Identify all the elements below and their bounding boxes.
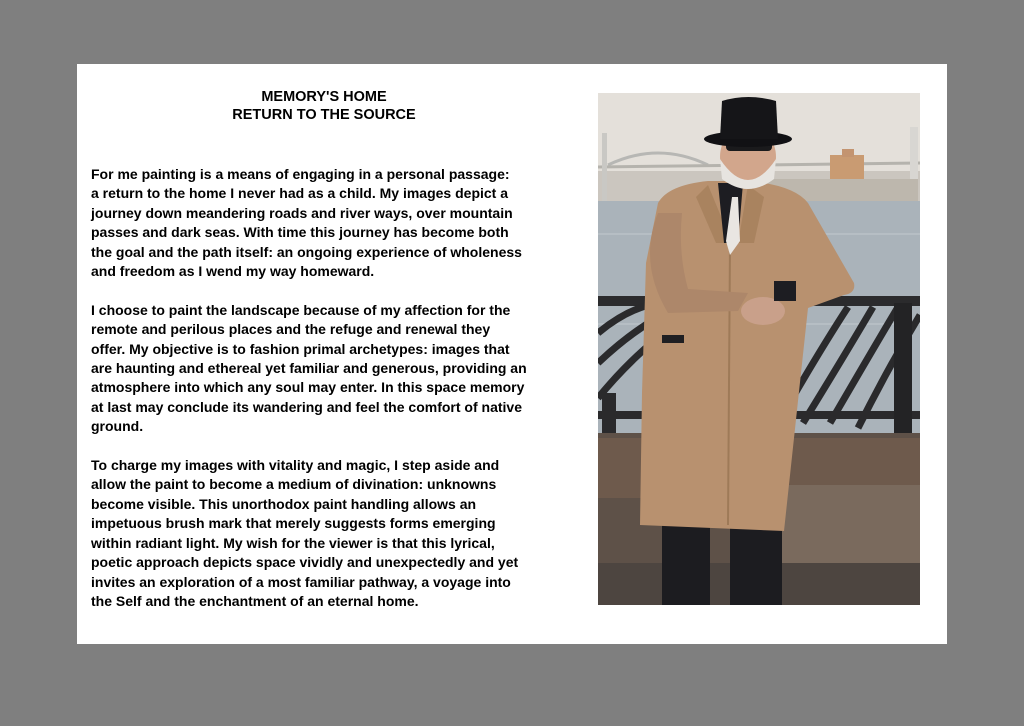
paragraph-1: For me painting is a means of engaging in a personal passage: a return to the home I never had as a child. My images depict a journey down meandering roads and river ways, over mountain passes and dark seas. With time this journey has become both the goal and the path itself: an ongoing experience of wholeness and freedom as I wend my way homeward. [91, 166, 522, 280]
portrait-illustration [598, 93, 920, 605]
paragraph-2: I choose to paint the landscape because of my affection for the remote and perilous places and the refuge and renewal they offer. My objective is to fashion primal archetypes: images that are haunting and ethereal yet familiar and generous, providing an atmosphere into which any soul may enter. In this space memory at last may conclude its wandering and feel the comfort of native ground. [91, 301, 527, 435]
statement-body [91, 165, 591, 631]
artist-statement-sheet [77, 64, 947, 644]
title-line-2: RETURN TO THE SOURCE [232, 107, 416, 123]
statement-title [169, 88, 479, 124]
artist-portrait-photo [598, 93, 920, 605]
title-line-1: MEMORY'S HOME [261, 89, 387, 105]
paragraph-3: To charge my images with vitality and magic, I step aside and allow the paint to become a medium of divination: unknowns become visible. This unorthodox paint handling allows an impetuous brush mark that merely suggests forms emerging within radiant light. My wish for the viewer is that this lyrical, poetic approach depicts space vividly and unexpectedly and yet invites an exploration of a most familiar pathway, a voyage into the Self and the enchantment of an eternal home. [91, 457, 519, 609]
